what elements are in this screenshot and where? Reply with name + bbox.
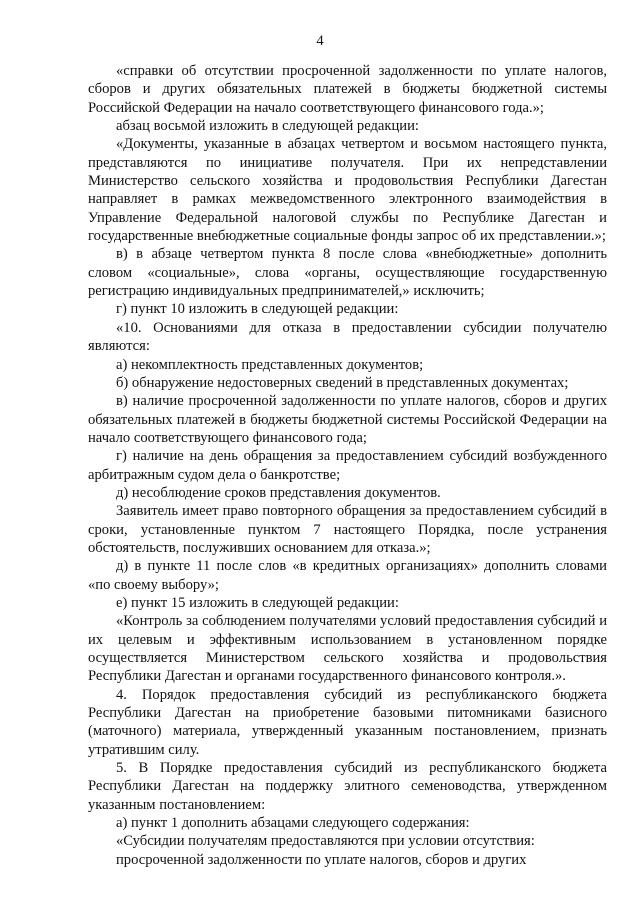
paragraph: б) обнаружение недостоверных сведений в представленных документах; [116, 374, 569, 391]
paragraph: а) пункт 1 дополнить абзацами следующего содержания: [116, 815, 470, 832]
paragraph: «Контроль за соблюдением получателями условий предоставления субсидий и их целевым и эффективным использованием в установленном порядке осуществляется Министерством сельского хозяйства и продовольствия Республики Дагестан и органами государственного финансового контроля.». [88, 613, 607, 685]
paragraph: 4. Порядок предоставления субсидий из республиканского бюджета Республики Дагестан на приобретение базовыми питомниками базисного (маточного) материала, утвержденный указанным постановлением, признать утратившим силу. [88, 686, 607, 758]
paragraph: «справки об отсутствии просроченной задолженности по уплате налогов, сборов и других обязательных платежей в бюджеты бюджетной системы Российской Федерации на начало соответствующего финансового года.»; [88, 63, 607, 116]
paragraph: «Субсидии получателям предоставляются при условии отсутствия: [116, 833, 535, 850]
paragraph: е) пункт 15 изложить в следующей редакции: [116, 594, 399, 611]
paragraph: в) наличие просроченной задолженности по уплате налогов, сборов и других обязательных платежей в бюджеты бюджетной системы Российской Федерации на начало соответствующего финансового года; [88, 393, 607, 446]
paragraph: 5. В Порядке предоставления субсидий из республиканского бюджета Республики Дагестан на поддержку элитного семеноводства, утвержденном указанным постановлением: [88, 760, 607, 813]
paragraph: г) пункт 10 изложить в следующей редакции: [116, 301, 399, 318]
paragraph: а) некомплектность представленных документов; [116, 356, 424, 373]
paragraph: «Документы, указанные в абзацах четвертом и восьмом настоящего пункта, представляются по инициативе получателя. При их непредставлении Министерство сельского хозяйства и продовольствия Республики Дагестан направляет в рамках межведомственного электронного взаимодействия в Управление Федеральной налоговой службы по Республике Дагестан и государственные внебюджетные социальные фонды запрос об их представлении.»; [88, 136, 607, 245]
page-number: 4 [316, 33, 324, 49]
paragraph: просроченной задолженности по уплате налогов, сборов и других [116, 851, 527, 868]
paragraph: абзац восьмой изложить в следующей редакции: [116, 118, 419, 135]
paragraph: в) в абзаце четвертом пункта 8 после слова «внебюджетные» дополнить словом «социальные», слова «органы, осуществляющие государственную регистрацию индивидуальных предпринимателей,» исключить; [88, 246, 607, 300]
paragraph: Заявитель имеет право повторного обращения за предоставлением субсидий в сроки, установленные пунктом 7 настоящего Порядка, после устранения обстоятельств, послуживших основанием для отказа.»; [88, 503, 607, 556]
paragraph: д) несоблюдение сроков представления документов. [116, 484, 441, 501]
document-body [88, 62, 607, 869]
paragraph: г) наличие на день обращения за предоставлением субсидий возбужденного арбитражным судом дела о банкротстве; [88, 448, 607, 483]
paragraph: д) в пункте 11 после слов «в кредитных организациях» дополнить словами «по своему выбору»; [88, 558, 607, 593]
paragraph: «10. Основаниями для отказа в предоставлении субсидии получателю являются: [88, 319, 607, 355]
